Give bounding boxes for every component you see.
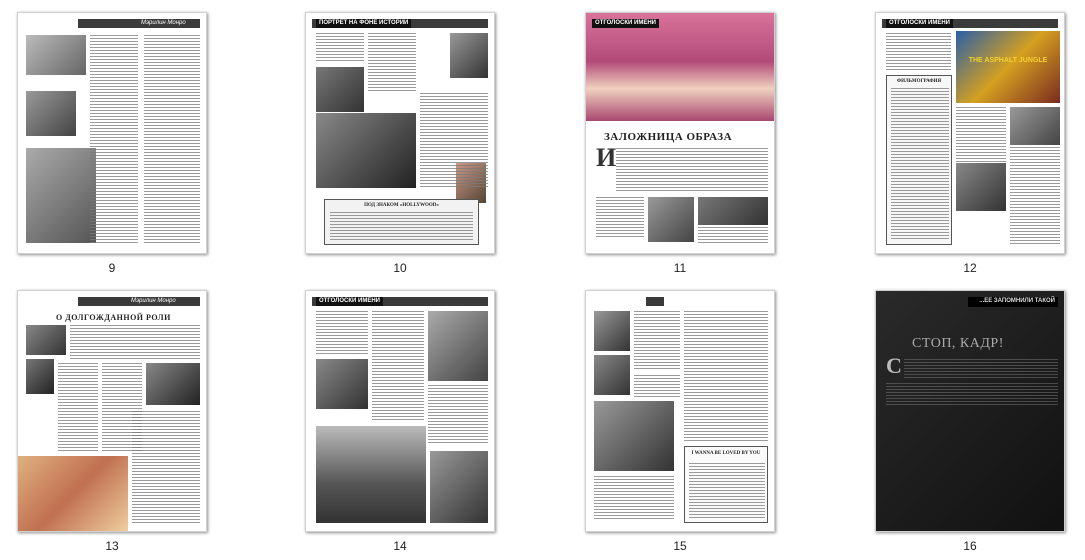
text-column (886, 33, 951, 71)
quote-box (684, 446, 768, 523)
page-header-label: Мэрилин Монро (719, 298, 764, 304)
article-title: СТОП, КАДР! (912, 336, 1004, 351)
sidebar-box-title: ПОД ЗНАКОМ «HOLLYWOOD» (364, 203, 439, 208)
page-number-label: 11 (673, 261, 687, 275)
page-number-label: 14 (393, 539, 407, 553)
photo (428, 311, 488, 381)
page-12-thumbnail[interactable] (875, 12, 1065, 254)
photo (956, 163, 1006, 211)
hero-photo (586, 13, 775, 121)
text-column (372, 311, 424, 421)
page-12-cell (875, 12, 1065, 282)
page-number-label: 12 (963, 261, 977, 275)
page-header-label: Мэрилин Монро (131, 298, 176, 304)
page-number-label: 16 (963, 539, 977, 553)
text-column (904, 359, 1058, 379)
text-column (420, 93, 488, 188)
text-column (891, 88, 949, 240)
page-header-label: ПОРТРЕТ НА ФОНЕ ИСТОРИИ (316, 19, 411, 28)
quote-box-title: I WANNA BE LOVED BY YOU (691, 451, 761, 456)
text-column (634, 375, 680, 399)
photo (316, 67, 364, 112)
page-10-cell (305, 12, 495, 282)
photo (1010, 107, 1060, 145)
page-header-label: ОТГОЛОСКИ ИМЕНИ (886, 19, 953, 28)
page-header-label: Мэрилин Монро (141, 20, 186, 26)
photo (594, 311, 630, 351)
page-13-thumbnail[interactable] (17, 290, 207, 532)
text-column (886, 383, 1058, 405)
photo (26, 35, 86, 75)
movie-poster (956, 31, 1060, 103)
page-number-label: 15 (673, 539, 687, 553)
text-column (634, 311, 680, 371)
photo (594, 355, 630, 395)
page-9-thumbnail[interactable] (17, 12, 207, 254)
photo (26, 91, 76, 136)
text-column (956, 107, 1006, 162)
text-column (144, 35, 200, 245)
photo (648, 197, 694, 242)
text-column (684, 311, 768, 441)
sidebar-box (324, 199, 479, 245)
photo (430, 451, 488, 523)
text-column (132, 411, 200, 523)
text-column (316, 33, 364, 63)
page-header-label: ОТГОЛОСКИ ИМЕНИ (316, 297, 383, 306)
page-header-bar (646, 297, 664, 306)
page-number-label: 10 (393, 261, 407, 275)
text-column (316, 311, 368, 356)
text-column (616, 148, 768, 193)
page-11-cell (585, 12, 775, 282)
filmography-box (886, 75, 952, 245)
text-column (368, 33, 416, 93)
photo (26, 359, 54, 394)
page-number-label: 13 (105, 539, 119, 553)
text-column (594, 476, 674, 521)
page-14-thumbnail[interactable] (305, 290, 495, 532)
page-number-label: 9 (108, 261, 116, 275)
photo (26, 148, 96, 243)
drop-cap: И (596, 143, 617, 172)
page-13-cell (17, 290, 207, 560)
photo (594, 401, 674, 471)
text-column (330, 212, 473, 242)
text-column (596, 197, 644, 237)
photo (26, 325, 66, 355)
color-photo (18, 456, 128, 532)
text-column (689, 463, 765, 519)
text-column (428, 385, 488, 445)
page-15-thumbnail[interactable] (585, 290, 775, 532)
page-10-thumbnail[interactable] (305, 12, 495, 254)
text-column (90, 35, 138, 245)
photo (316, 426, 426, 523)
drop-cap: С (886, 353, 902, 378)
text-column (698, 227, 768, 243)
photo (698, 197, 768, 225)
article-title: ЗАЛОЖНИЦА ОБРАЗА (604, 131, 733, 143)
page-header-label: ОТГОЛОСКИ ИМЕНИ (592, 19, 659, 28)
text-column (70, 325, 200, 360)
page-11-thumbnail[interactable] (585, 12, 775, 254)
page-14-cell (305, 290, 495, 560)
filmography-title: ФИЛЬМОГРАФИЯ (896, 79, 942, 84)
photo (316, 113, 416, 188)
page-header-label: ...ЕЕ ЗАПОМНИЛИ ТАКОЙ (979, 298, 1055, 304)
photo (146, 363, 200, 405)
page-16-cell (875, 290, 1065, 560)
poster-title: THE ASPHALT JUNGLE (968, 57, 1048, 64)
photo (316, 359, 368, 409)
article-title: О ДОЛГОЖДАННОЙ РОЛИ (56, 313, 171, 322)
page-16-thumbnail[interactable] (875, 290, 1065, 532)
text-column (58, 363, 98, 453)
photo (450, 33, 488, 78)
page-15-cell (585, 290, 775, 560)
page-9-cell (17, 12, 207, 282)
text-column (1010, 147, 1060, 245)
